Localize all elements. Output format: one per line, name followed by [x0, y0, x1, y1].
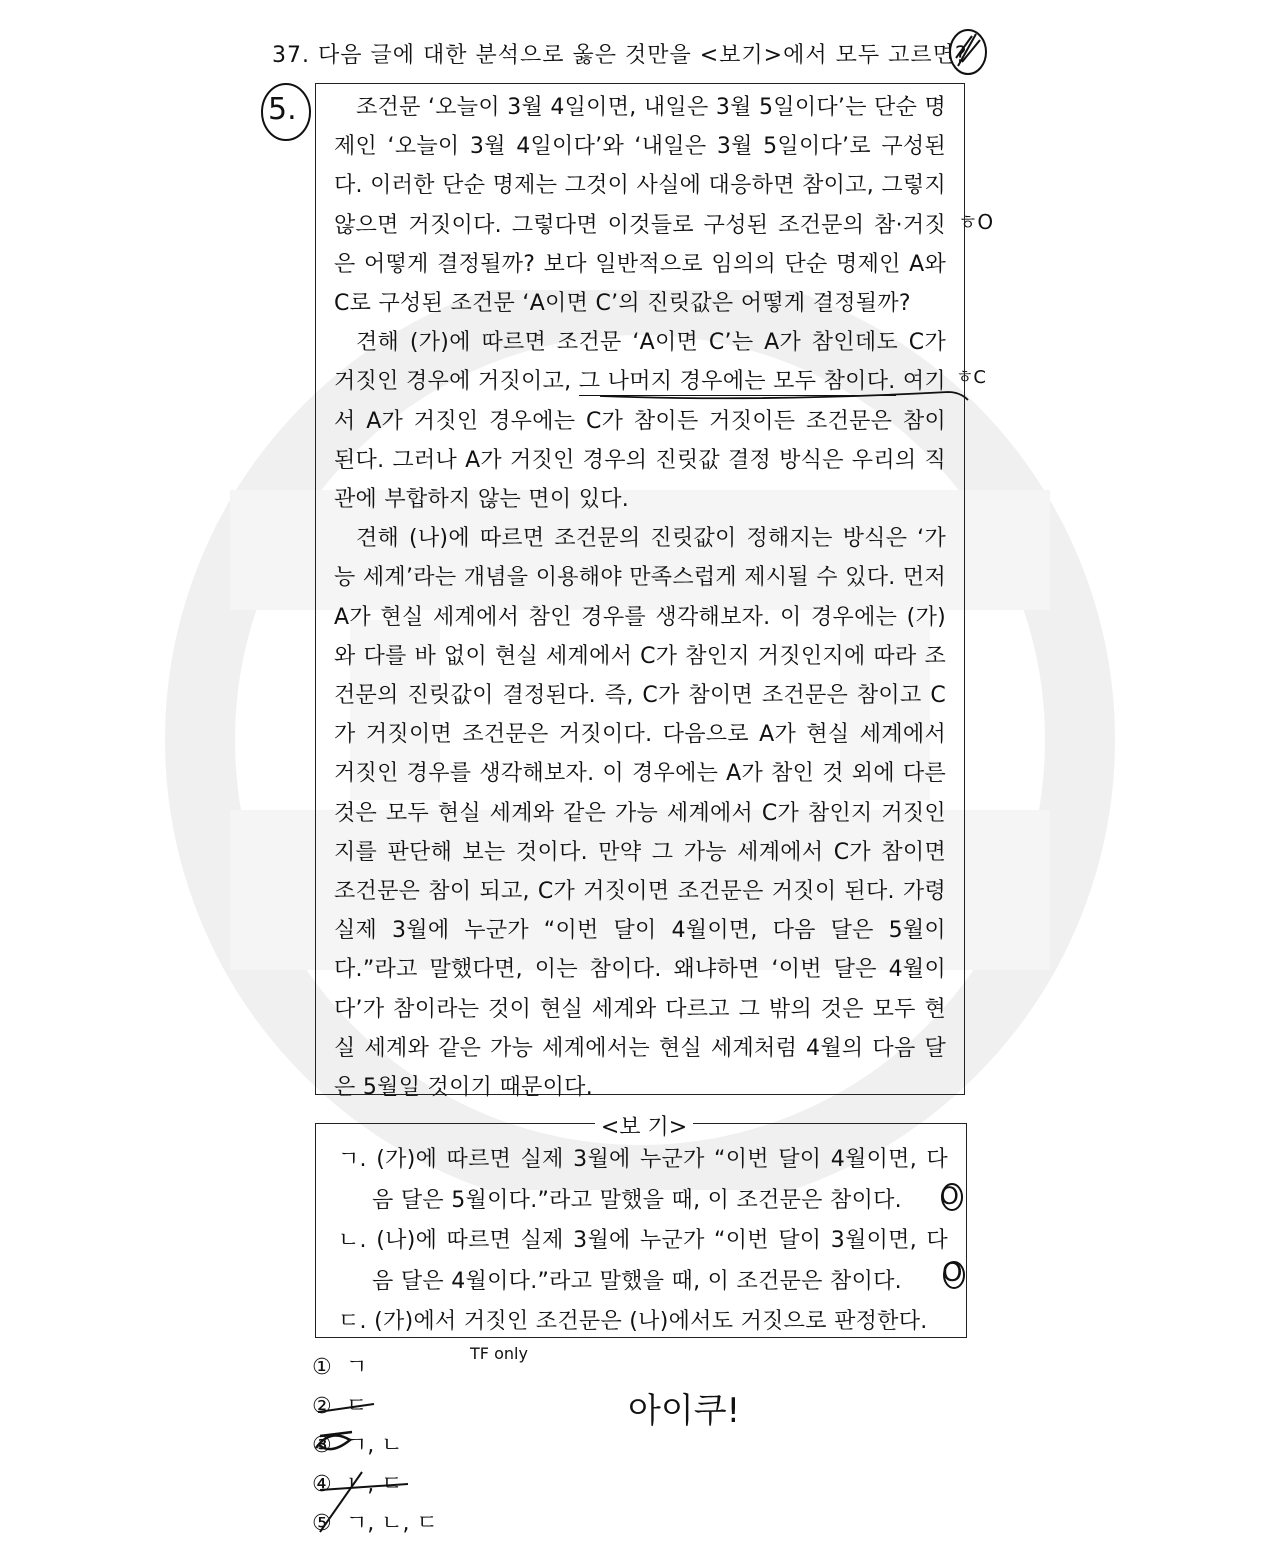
choice-text: ㄱ, ㄴ	[346, 1433, 403, 1458]
question-number: 37.	[272, 43, 310, 68]
answer-choices	[312, 1348, 438, 1543]
choice-1[interactable]	[312, 1348, 438, 1387]
handwritten-answer-mark: 5.	[268, 92, 297, 127]
question-text: 다음 글에 대한 분석으로 옳은 것만을 <보기>에서 모두 고르면?	[318, 43, 968, 68]
bogi-item-giyeok: ㄱ. (가)에 따르면 실제 3월에 누군가 “이번 달이 4월이면, 다음 달은 5월이다.”라고 말했을 때, 이 조건문은 참이다.	[338, 1147, 948, 1213]
handwritten-note-tf: TF only	[470, 1344, 528, 1363]
choice-number: ①	[312, 1355, 332, 1380]
passage-box	[315, 83, 965, 1101]
choice-text: ㄱ, ㄴ, ㄷ	[346, 1511, 438, 1536]
handwritten-exclamation: 아이쿠!	[628, 1391, 741, 1431]
handwritten-mark-bogi-1: O	[940, 1182, 959, 1210]
underlined-phrase: 그 나머지 경우에는 모두 참이다.	[578, 369, 896, 395]
handwritten-note-1: ㅎO	[958, 210, 994, 234]
handwritten-note-2: ㅎC	[956, 367, 986, 388]
passage-paragraph-1: 조건문 ‘오늘이 3월 4일이면, 내일은 3월 5일이다’는 단순 명제인 ‘오늘이 3월 4일이다’와 ‘내일은 3월 5일이다’로 구성된다. 이러한 단순 명제는 그것이 사실에 대응하면 참이고, 그렇지 않으면 거짓이다. 그렇다면 이것들로 구성된 조건문의 참·거짓은 어떻게 결정될까? 보다 일반적으로 임의의 단순 명제인 A와 C로 구성된 조건문 ‘A이면 C’의 진릿값은 어떻게 결정될까?	[334, 95, 947, 317]
question-header	[272, 38, 968, 69]
bogi-item-nieun: ㄴ. (나)에 따르면 실제 3월에 누군가 “이번 달이 3월이면, 다음 달은 4월이다.”라고 말했을 때, 이 조건문은 참이다.	[338, 1228, 948, 1294]
choice-5[interactable]	[312, 1504, 438, 1543]
choice-number: ⑤	[312, 1511, 332, 1536]
choice-3[interactable]	[312, 1426, 438, 1465]
choice-text: ㄱ	[346, 1355, 368, 1380]
choice-number: ③	[312, 1433, 332, 1458]
bogi-title: <보 기>	[595, 1110, 693, 1141]
passage-p2-start: 견해 (가)에 따르면 조건문 ‘A이면 C’는 A가 참인데도 C가 거짓인 경우에 거짓이고,	[334, 330, 946, 395]
passage-paragraph-2	[334, 323, 946, 519]
handwritten-mark-bogi-2: O	[942, 1258, 963, 1288]
bogi-item-digeut: ㄷ. (가)에서 거짓인 조건문은 (나)에서도 거짓으로 판정한다.	[338, 1309, 928, 1334]
passage-paragraph-3: 견해 (나)에 따르면 조건문의 진릿값이 정해지는 방식은 ‘가능 세계’라는 개념을 이용해야 만족스럽게 제시될 수 있다. 먼저 A가 현실 세계에서 참인 경우를 생각해보자. 이 경우에는 (가)와 다를 바 없이 현실 세계에서 C가 참인지 거짓인지에 따라 조건문의 진릿값이 결정된다. 즉, C가 참이면 조건문은 참이고 C가 거짓이면 조건문은 거짓이다. 다음으로 A가 현실 세계에서 거짓인 경우를 생각해보자. 이 경우에는 A가 참인 것 외에 다른 것은 모두 현실 세계와 같은 가능 세계에서 C가 참인지 거짓인지를 판단해 보는 것이다. 만약 그 가능 세계에서 C가 참이면 조건문은 참이 되고, C가 거짓이면 조건문은 거짓이 된다. 가령 실제 3월에 누군가 “이번 달이 4월이면, 다음 달은 5월이다.”라고 말했다면, 이는 참이다. 왜냐하면 ‘이번 달은 4월이다’가 참이라는 것이 현실 세계와 다르고 그 밖의 것은 모두 현실 세계와 같은 가능 세계에서는 현실 세계처럼 4월의 다음 달은 5월일 것이기 때문이다.	[334, 526, 946, 1101]
bogi-box	[315, 1123, 967, 1338]
choice-number: ②	[312, 1394, 332, 1419]
choice-text: ㄷ	[346, 1394, 368, 1419]
choice-text: ㄴ, ㄷ	[346, 1472, 403, 1497]
choice-number: ④	[312, 1472, 332, 1497]
choice-4[interactable]	[312, 1465, 438, 1504]
choice-2[interactable]	[312, 1387, 438, 1426]
passage-p2-end: 여기서 A가 거짓인 경우에는 C가 참이든 거짓이든 조건문은 참이 된다. 그러나 A가 거짓인 경우의 진릿값 결정 방식은 우리의 직관에 부합하지 않는 면이 있다.	[334, 369, 946, 513]
